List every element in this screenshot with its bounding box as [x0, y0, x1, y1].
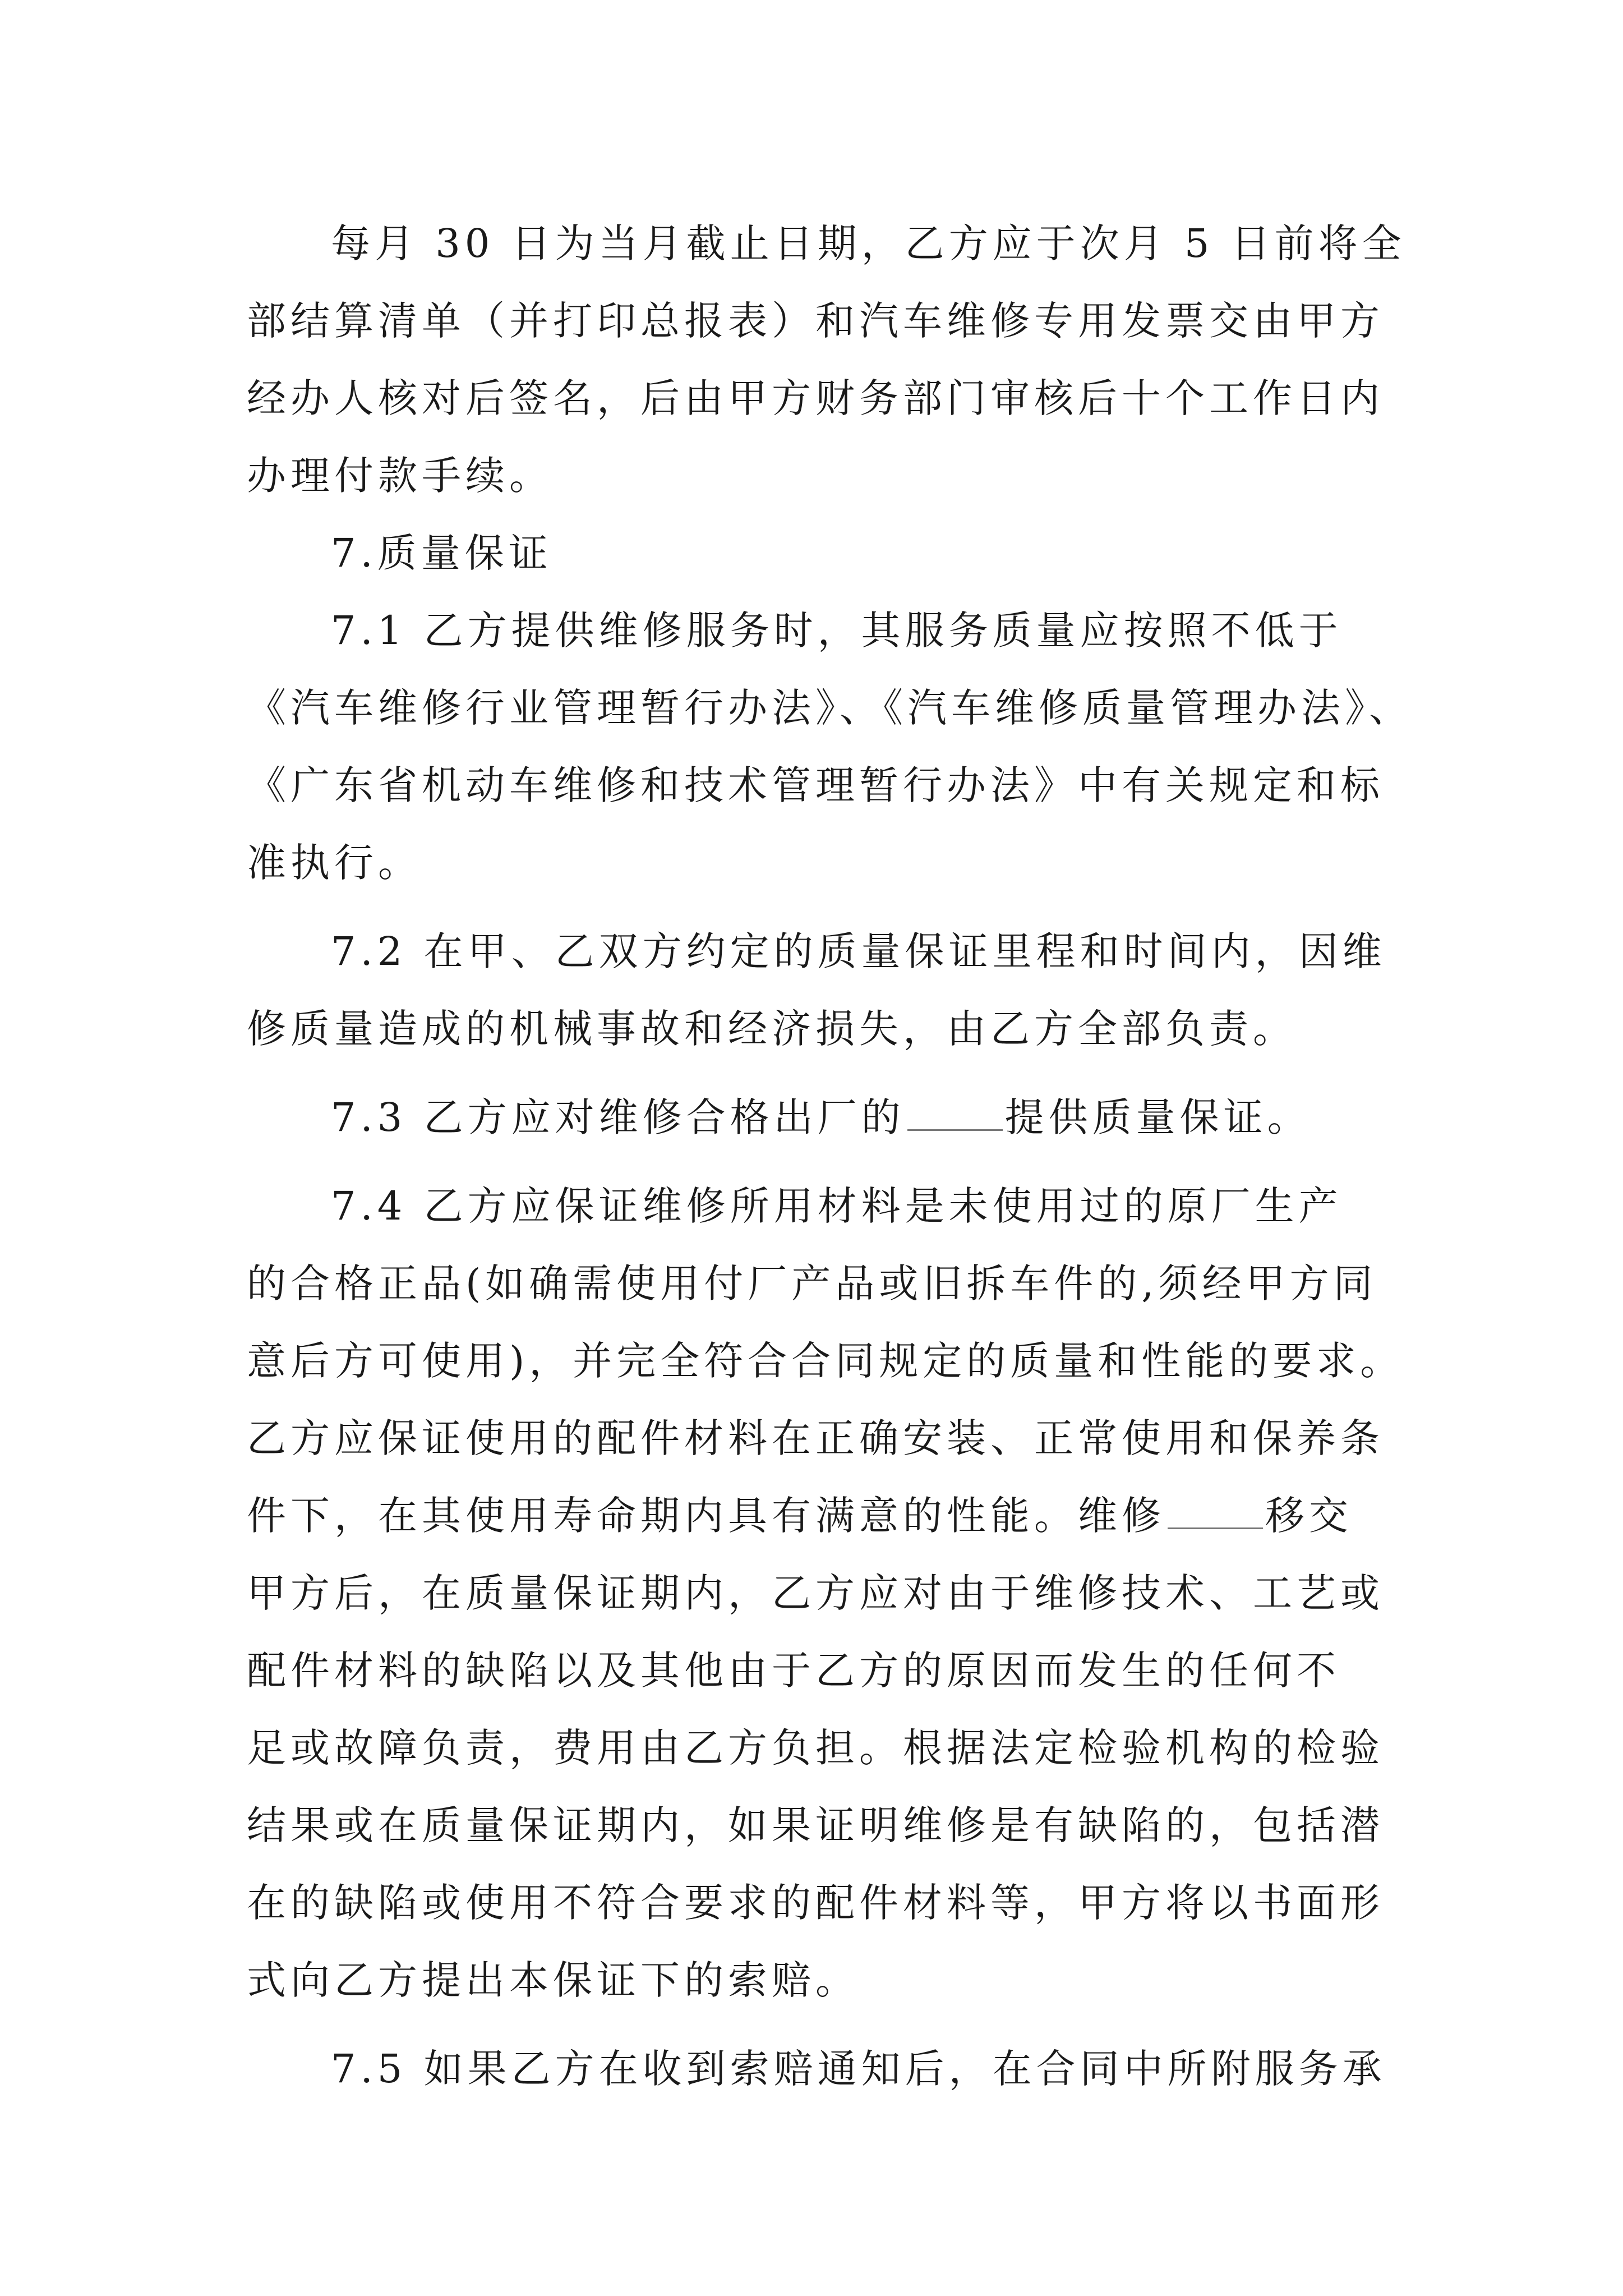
text-line: 7.5 如果乙方在收到索赔通知后，在合同中所附服务承	[331, 2046, 1386, 2092]
text-line: 结果或在质量保证期内，如果证明维修是有缺陷的，包括潜	[247, 1802, 1384, 1848]
text-line	[247, 1079, 1424, 1156]
paragraph-settlement	[247, 205, 1424, 514]
text-line: 意后方可使用)，并完全符合合同规定的质量和性能的要求。	[247, 1338, 1404, 1384]
text-line: 准执行。	[247, 840, 422, 886]
text-segment: 件下，在其使用寿命期内具有满意的性能。维修	[247, 1493, 1165, 1539]
text-line: 式向乙方提出本保证下的索赔。	[247, 1957, 859, 2003]
text-line: 7.2 在甲、乙双方约定的质量保证里程和时间内，因维	[331, 928, 1386, 974]
text-line: 乙方应保证使用的配件材料在正确安装、正常使用和保养条	[247, 1415, 1384, 1461]
text-line: 《广东省机动车维修和技术管理暂行办法》中有关规定和标	[247, 762, 1384, 808]
section-heading-quality: 7.质量保证	[331, 530, 552, 576]
text-line: 7.1 乙方提供维修服务时，其服务质量应按照不低于	[331, 608, 1343, 654]
text-line: 经办人核对后签名，后由甲方财务部门审核后十个工作日内	[247, 375, 1384, 421]
text-line: 部结算清单（并打印总报表）和汽车维修专用发票交由甲方	[247, 298, 1384, 344]
document-body	[247, 205, 1424, 2108]
text-line: 办理付款手续。	[247, 453, 553, 499]
paragraph-7-5	[247, 2030, 1424, 2108]
text-line: 《汽车维修行业管理暂行办法》、《汽车维修质量管理办法》、	[247, 685, 1413, 731]
paragraph-7-2	[247, 913, 1424, 1068]
text-segment: 移交	[1265, 1493, 1353, 1539]
text-line: 每月 30 日为当月截止日期，乙方应于次月 5 日前将全	[331, 220, 1406, 266]
text-line	[247, 1477, 1424, 1554]
text-segment: 7.3 乙方应对维修合格出厂的	[331, 1094, 905, 1140]
text-line: 在的缺陷或使用不符合要求的配件材料等，甲方将以书面形	[247, 1880, 1384, 1926]
text-line: 配件材料的缺陷以及其他由于乙方的原因而发生的任何不	[247, 1648, 1340, 1694]
text-segment: 提供质量保证。	[1004, 1094, 1311, 1140]
fill-in-blank	[907, 1096, 1003, 1131]
text-line: 7.4 乙方应保证维修所用材料是未使用过的原厂生产	[331, 1183, 1343, 1229]
paragraph-7-4	[247, 1167, 1424, 2019]
text-line: 足或故障负责，费用由乙方负担。根据法定检验机构的检验	[247, 1725, 1384, 1771]
fill-in-blank	[1168, 1494, 1263, 1529]
paragraph-7-1	[247, 592, 1424, 901]
text-line: 的合格正品(如确需使用付厂产品或旧拆车件的,须经甲方同	[247, 1260, 1377, 1306]
text-line: 修质量造成的机械事故和经济损失，由乙方全部负责。	[247, 1006, 1297, 1052]
text-line: 甲方后，在质量保证期内，乙方应对由于维修技术、工艺或	[247, 1570, 1384, 1616]
paragraph-7-3	[247, 1079, 1424, 1156]
